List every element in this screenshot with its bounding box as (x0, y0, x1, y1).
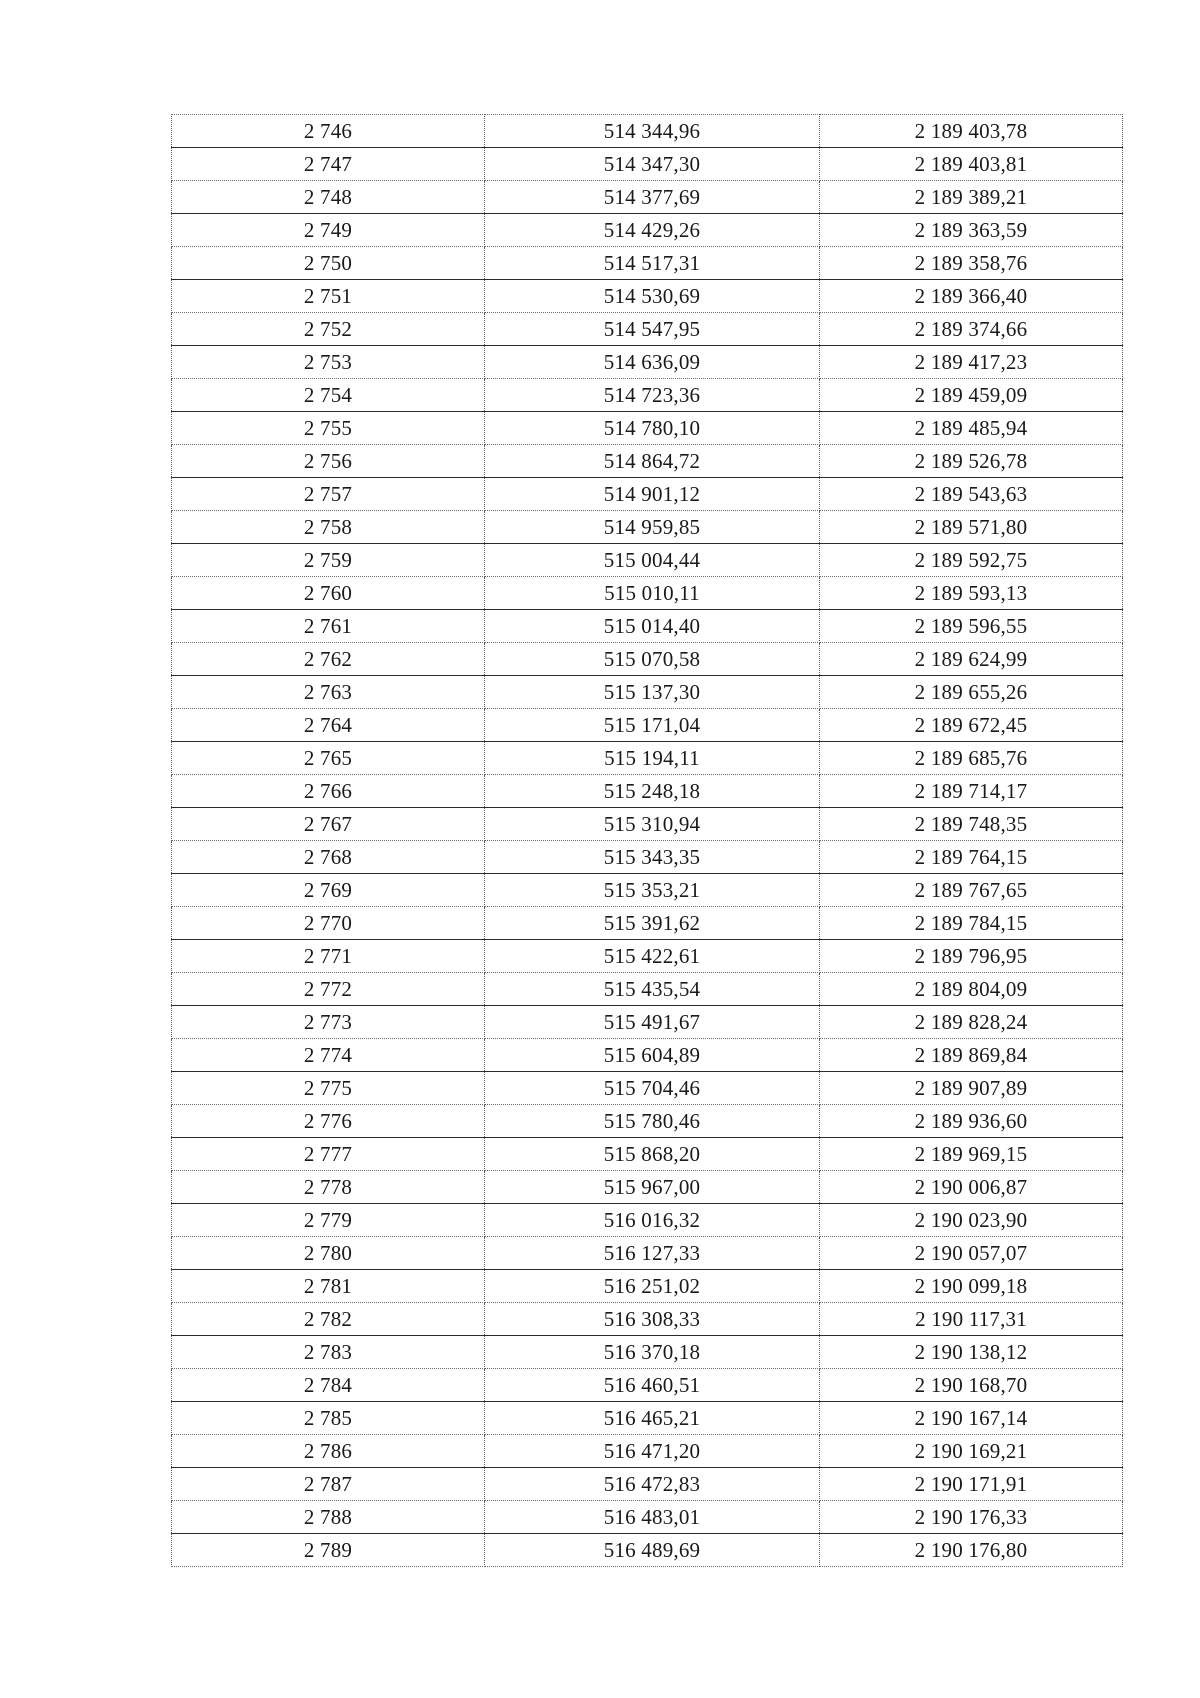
x-coordinate-cell: 515 967,00 (485, 1171, 820, 1204)
y-coordinate-cell: 2 189 907,89 (820, 1072, 1123, 1105)
y-coordinate-cell: 2 189 764,15 (820, 841, 1123, 874)
y-coordinate-cell: 2 190 117,31 (820, 1303, 1123, 1336)
y-coordinate-cell: 2 189 672,45 (820, 709, 1123, 742)
table-row (172, 874, 1123, 907)
point-number-cell: 2 777 (172, 1138, 485, 1171)
x-coordinate-cell: 514 344,96 (485, 115, 820, 148)
table-row (172, 907, 1123, 940)
coordinates-table (171, 114, 1123, 1567)
table-row (172, 1501, 1123, 1534)
point-number-cell: 2 775 (172, 1072, 485, 1105)
y-coordinate-cell: 2 189 593,13 (820, 577, 1123, 610)
point-number-cell: 2 763 (172, 676, 485, 709)
y-coordinate-cell: 2 190 176,33 (820, 1501, 1123, 1534)
point-number-cell: 2 786 (172, 1435, 485, 1468)
table-row (172, 1237, 1123, 1270)
x-coordinate-cell: 514 723,36 (485, 379, 820, 412)
y-coordinate-cell: 2 189 784,15 (820, 907, 1123, 940)
y-coordinate-cell: 2 189 592,75 (820, 544, 1123, 577)
y-coordinate-cell: 2 190 168,70 (820, 1369, 1123, 1402)
x-coordinate-cell: 515 435,54 (485, 973, 820, 1006)
point-number-cell: 2 783 (172, 1336, 485, 1369)
y-coordinate-cell: 2 190 023,90 (820, 1204, 1123, 1237)
point-number-cell: 2 758 (172, 511, 485, 544)
table-row (172, 742, 1123, 775)
table-row (172, 1105, 1123, 1138)
x-coordinate-cell: 514 377,69 (485, 181, 820, 214)
table-row (172, 1072, 1123, 1105)
table-row (172, 775, 1123, 808)
point-number-cell: 2 755 (172, 412, 485, 445)
point-number-cell: 2 753 (172, 346, 485, 379)
y-coordinate-cell: 2 189 936,60 (820, 1105, 1123, 1138)
x-coordinate-cell: 515 780,46 (485, 1105, 820, 1138)
y-coordinate-cell: 2 189 417,23 (820, 346, 1123, 379)
y-coordinate-cell: 2 189 389,21 (820, 181, 1123, 214)
table-row (172, 1270, 1123, 1303)
y-coordinate-cell: 2 189 804,09 (820, 973, 1123, 1006)
x-coordinate-cell: 516 127,33 (485, 1237, 820, 1270)
point-number-cell: 2 768 (172, 841, 485, 874)
table-row (172, 1468, 1123, 1501)
point-number-cell: 2 771 (172, 940, 485, 973)
y-coordinate-cell: 2 189 714,17 (820, 775, 1123, 808)
x-coordinate-cell: 516 465,21 (485, 1402, 820, 1435)
x-coordinate-cell: 515 137,30 (485, 676, 820, 709)
x-coordinate-cell: 514 547,95 (485, 313, 820, 346)
point-number-cell: 2 765 (172, 742, 485, 775)
point-number-cell: 2 789 (172, 1534, 485, 1567)
x-coordinate-cell: 515 353,21 (485, 874, 820, 907)
point-number-cell: 2 761 (172, 610, 485, 643)
x-coordinate-cell: 515 194,11 (485, 742, 820, 775)
table-row (172, 676, 1123, 709)
point-number-cell: 2 749 (172, 214, 485, 247)
y-coordinate-cell: 2 190 057,07 (820, 1237, 1123, 1270)
point-number-cell: 2 787 (172, 1468, 485, 1501)
x-coordinate-cell: 514 429,26 (485, 214, 820, 247)
x-coordinate-cell: 516 489,69 (485, 1534, 820, 1567)
x-coordinate-cell: 515 248,18 (485, 775, 820, 808)
y-coordinate-cell: 2 189 543,63 (820, 478, 1123, 511)
table-row (172, 379, 1123, 412)
y-coordinate-cell: 2 190 176,80 (820, 1534, 1123, 1567)
table-row (172, 247, 1123, 280)
table-row (172, 709, 1123, 742)
point-number-cell: 2 779 (172, 1204, 485, 1237)
y-coordinate-cell: 2 190 167,14 (820, 1402, 1123, 1435)
y-coordinate-cell: 2 189 403,78 (820, 115, 1123, 148)
y-coordinate-cell: 2 190 006,87 (820, 1171, 1123, 1204)
x-coordinate-cell: 514 347,30 (485, 148, 820, 181)
table-row (172, 313, 1123, 346)
point-number-cell: 2 759 (172, 544, 485, 577)
table-row (172, 973, 1123, 1006)
table-row (172, 1369, 1123, 1402)
table-row (172, 280, 1123, 313)
table-row (172, 1138, 1123, 1171)
point-number-cell: 2 748 (172, 181, 485, 214)
y-coordinate-cell: 2 190 171,91 (820, 1468, 1123, 1501)
table-row (172, 1402, 1123, 1435)
table-row (172, 148, 1123, 181)
point-number-cell: 2 756 (172, 445, 485, 478)
x-coordinate-cell: 514 530,69 (485, 280, 820, 313)
y-coordinate-cell: 2 189 596,55 (820, 610, 1123, 643)
x-coordinate-cell: 516 460,51 (485, 1369, 820, 1402)
table-row (172, 577, 1123, 610)
table-row (172, 643, 1123, 676)
table-row (172, 445, 1123, 478)
table-row (172, 841, 1123, 874)
x-coordinate-cell: 514 636,09 (485, 346, 820, 379)
point-number-cell: 2 784 (172, 1369, 485, 1402)
x-coordinate-cell: 515 391,62 (485, 907, 820, 940)
y-coordinate-cell: 2 189 685,76 (820, 742, 1123, 775)
table-row (172, 808, 1123, 841)
table-row (172, 1204, 1123, 1237)
x-coordinate-cell: 515 491,67 (485, 1006, 820, 1039)
y-coordinate-cell: 2 189 363,59 (820, 214, 1123, 247)
x-coordinate-cell: 515 704,46 (485, 1072, 820, 1105)
point-number-cell: 2 764 (172, 709, 485, 742)
x-coordinate-cell: 515 343,35 (485, 841, 820, 874)
table-row (172, 1303, 1123, 1336)
x-coordinate-cell: 515 070,58 (485, 643, 820, 676)
x-coordinate-cell: 514 517,31 (485, 247, 820, 280)
x-coordinate-cell: 515 171,04 (485, 709, 820, 742)
point-number-cell: 2 760 (172, 577, 485, 610)
y-coordinate-cell: 2 189 358,76 (820, 247, 1123, 280)
point-number-cell: 2 776 (172, 1105, 485, 1138)
x-coordinate-cell: 516 016,32 (485, 1204, 820, 1237)
y-coordinate-cell: 2 189 403,81 (820, 148, 1123, 181)
table-row (172, 544, 1123, 577)
point-number-cell: 2 782 (172, 1303, 485, 1336)
x-coordinate-cell: 516 308,33 (485, 1303, 820, 1336)
coordinates-table-body (172, 115, 1123, 1567)
point-number-cell: 2 785 (172, 1402, 485, 1435)
x-coordinate-cell: 514 901,12 (485, 478, 820, 511)
x-coordinate-cell: 516 483,01 (485, 1501, 820, 1534)
y-coordinate-cell: 2 189 969,15 (820, 1138, 1123, 1171)
table-row (172, 412, 1123, 445)
y-coordinate-cell: 2 190 099,18 (820, 1270, 1123, 1303)
table-row (172, 115, 1123, 148)
point-number-cell: 2 772 (172, 973, 485, 1006)
table-row (172, 1006, 1123, 1039)
point-number-cell: 2 750 (172, 247, 485, 280)
table-row (172, 214, 1123, 247)
point-number-cell: 2 767 (172, 808, 485, 841)
point-number-cell: 2 754 (172, 379, 485, 412)
point-number-cell: 2 770 (172, 907, 485, 940)
point-number-cell: 2 773 (172, 1006, 485, 1039)
y-coordinate-cell: 2 189 767,65 (820, 874, 1123, 907)
x-coordinate-cell: 514 780,10 (485, 412, 820, 445)
point-number-cell: 2 774 (172, 1039, 485, 1072)
point-number-cell: 2 751 (172, 280, 485, 313)
table-row (172, 181, 1123, 214)
y-coordinate-cell: 2 189 366,40 (820, 280, 1123, 313)
x-coordinate-cell: 515 014,40 (485, 610, 820, 643)
table-row (172, 1039, 1123, 1072)
table-row (172, 610, 1123, 643)
y-coordinate-cell: 2 189 571,80 (820, 511, 1123, 544)
point-number-cell: 2 746 (172, 115, 485, 148)
y-coordinate-cell: 2 189 796,95 (820, 940, 1123, 973)
point-number-cell: 2 757 (172, 478, 485, 511)
x-coordinate-cell: 514 959,85 (485, 511, 820, 544)
x-coordinate-cell: 516 471,20 (485, 1435, 820, 1468)
x-coordinate-cell: 515 004,44 (485, 544, 820, 577)
table-row (172, 511, 1123, 544)
y-coordinate-cell: 2 189 526,78 (820, 445, 1123, 478)
table-row (172, 1534, 1123, 1567)
point-number-cell: 2 747 (172, 148, 485, 181)
point-number-cell: 2 788 (172, 1501, 485, 1534)
point-number-cell: 2 762 (172, 643, 485, 676)
x-coordinate-cell: 515 604,89 (485, 1039, 820, 1072)
point-number-cell: 2 752 (172, 313, 485, 346)
table-row (172, 1171, 1123, 1204)
x-coordinate-cell: 515 422,61 (485, 940, 820, 973)
x-coordinate-cell: 515 010,11 (485, 577, 820, 610)
x-coordinate-cell: 516 251,02 (485, 1270, 820, 1303)
table-row (172, 346, 1123, 379)
y-coordinate-cell: 2 190 138,12 (820, 1336, 1123, 1369)
point-number-cell: 2 780 (172, 1237, 485, 1270)
y-coordinate-cell: 2 189 655,26 (820, 676, 1123, 709)
x-coordinate-cell: 515 310,94 (485, 808, 820, 841)
y-coordinate-cell: 2 189 828,24 (820, 1006, 1123, 1039)
y-coordinate-cell: 2 189 869,84 (820, 1039, 1123, 1072)
x-coordinate-cell: 516 472,83 (485, 1468, 820, 1501)
x-coordinate-cell: 514 864,72 (485, 445, 820, 478)
x-coordinate-cell: 515 868,20 (485, 1138, 820, 1171)
y-coordinate-cell: 2 189 459,09 (820, 379, 1123, 412)
y-coordinate-cell: 2 189 624,99 (820, 643, 1123, 676)
y-coordinate-cell: 2 189 748,35 (820, 808, 1123, 841)
y-coordinate-cell: 2 189 485,94 (820, 412, 1123, 445)
y-coordinate-cell: 2 190 169,21 (820, 1435, 1123, 1468)
table-row (172, 1336, 1123, 1369)
point-number-cell: 2 778 (172, 1171, 485, 1204)
table-row (172, 1435, 1123, 1468)
point-number-cell: 2 781 (172, 1270, 485, 1303)
table-row (172, 940, 1123, 973)
y-coordinate-cell: 2 189 374,66 (820, 313, 1123, 346)
point-number-cell: 2 769 (172, 874, 485, 907)
x-coordinate-cell: 516 370,18 (485, 1336, 820, 1369)
point-number-cell: 2 766 (172, 775, 485, 808)
table-row (172, 478, 1123, 511)
